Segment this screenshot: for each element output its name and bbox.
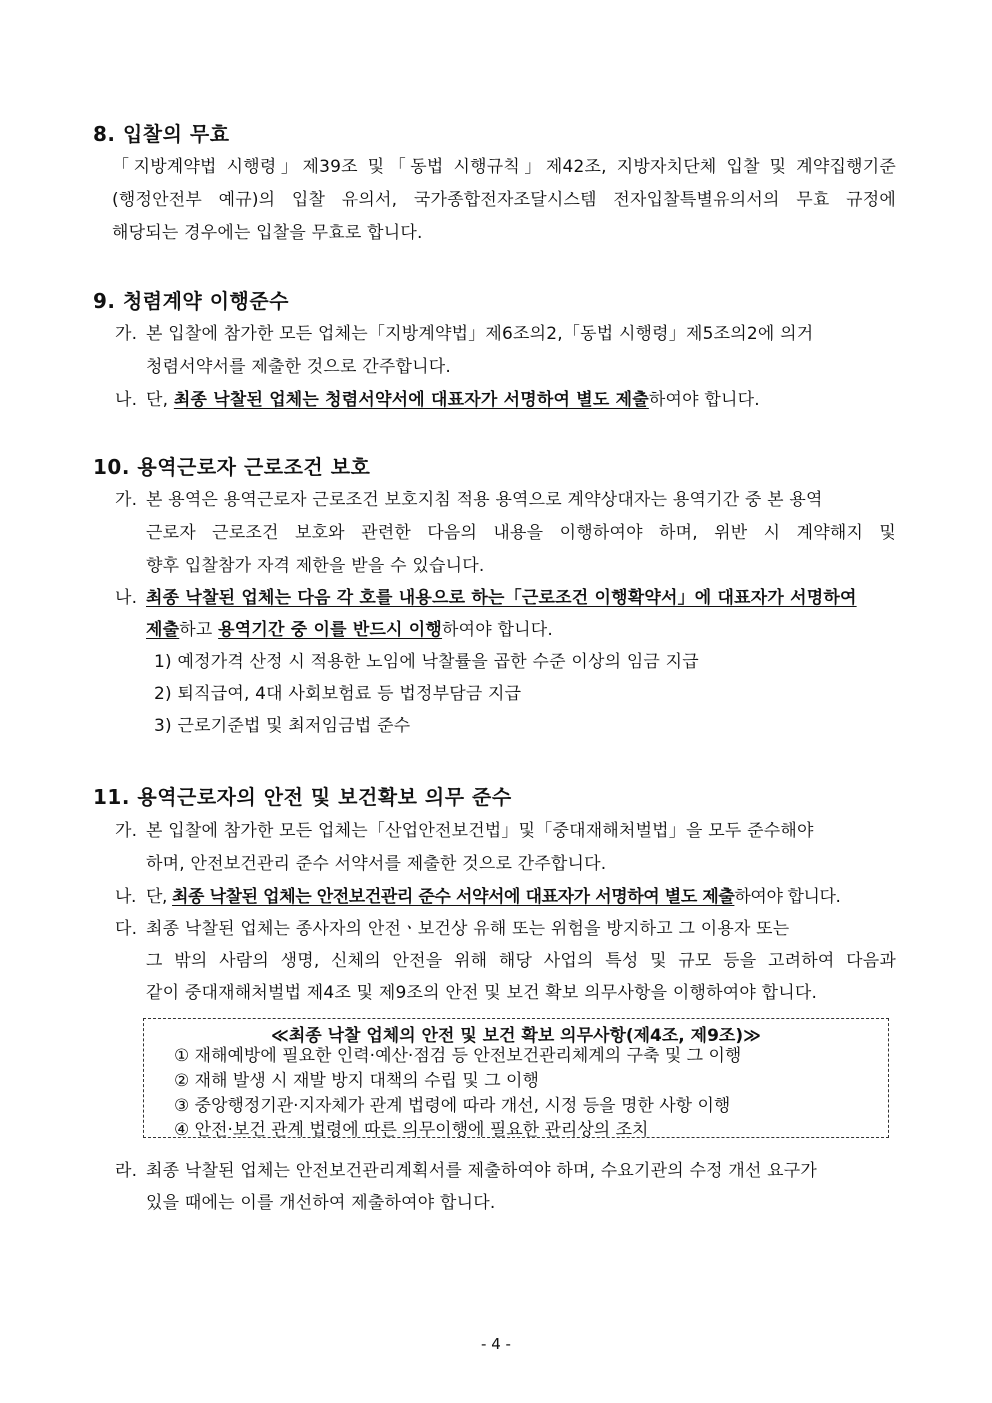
item-marker: 가. — [115, 490, 138, 510]
section-11-da-line-2: 그 밖의 사람의 생명, 신체의 안전을 위해 해당 사업의 특성 및 규모 등을 고려하여 다음과 — [146, 951, 896, 971]
item-marker: 나. — [115, 588, 138, 608]
item-marker: 나. — [115, 887, 137, 907]
section-11-ra-line-2: 있을 때에는 이를 개선하여 제출하여야 합니다. — [146, 1193, 496, 1213]
section-9-item-ga — [115, 319, 896, 344]
section-9-na-prefix: 단, — [146, 390, 174, 410]
section-11-da-line-3: 같이 중대재해처벌법 제4조 및 제9조의 안전 및 보건 확보 의무사항을 이행하여야 합니다. — [146, 983, 818, 1003]
section-11-na-emphasis: 최종 낙찰된 업체는 안전보건관리 준수 서약서에 대표자가 서명하여 별도 제출 — [172, 887, 735, 907]
section-10-ga-line-1: 본 용역은 용역근로자 근로조건 보호지침 적용 용역으로 계약상대자는 용역기간 중 본 용역 — [146, 490, 823, 510]
section-10-subitem-3: 3) 근로기준법 및 최저임금법 준수 — [154, 716, 411, 736]
section-11-ra-line-1: 최종 낙찰된 업체는 안전보건관리계획서를 제출하여야 하며, 수요기관의 수정 개선 요구가 — [146, 1161, 818, 1181]
section-8-heading: 8. 입찰의 무효 — [93, 122, 230, 146]
obligations-box — [143, 1018, 889, 1138]
section-9-na-suffix: 하여야 합니다. — [648, 390, 760, 410]
section-11-heading: 11. 용역근로자의 안전 및 보건확보 의무 준수 — [93, 785, 512, 809]
item-marker: 나. — [115, 390, 138, 410]
section-11-item-ra — [115, 1156, 817, 1181]
section-10-subitem-2: 2) 퇴직급여, 4대 사회보험료 등 법정부담금 지급 — [154, 684, 522, 704]
obligation-item-1: ① 재해예방에 필요한 인력·예산·점검 등 안전보건관리체계의 구축 및 그 이행 — [174, 1046, 742, 1066]
section-10-na-emphasis-1: 제출 — [146, 620, 180, 640]
section-9-ga-line-1: 본 입찰에 참가한 모든 업체는「지방계약법」제6조의2,「동법 시행령」제5조의2에 의거 — [146, 324, 814, 344]
section-11-na-suffix: 하여야 합니다. — [734, 887, 841, 907]
item-marker: 가. — [115, 821, 138, 841]
obligation-item-2: ② 재해 발생 시 재발 방지 대책의 수립 및 그 이행 — [174, 1071, 539, 1091]
section-9-heading: 9. 청렴계약 이행준수 — [93, 289, 289, 313]
section-11-na-prefix: 단, — [146, 887, 173, 907]
section-11-item-na — [115, 882, 841, 907]
section-11-ga-line-1: 본 입찰에 참가한 모든 업체는「산업안전보건법」및「중대재해처벌법」을 모두 준수해야 — [146, 821, 814, 841]
section-9-item-na — [115, 385, 760, 410]
section-10-na-line-2 — [146, 615, 553, 640]
item-marker: 라. — [115, 1161, 138, 1181]
section-10-na-suffix: 하여야 합니다. — [442, 620, 553, 640]
page-number: - 4 - — [481, 1335, 511, 1353]
obligations-box-title: ≪최종 낙찰 업체의 안전 및 보건 확보 의무사항(제4조, 제9조)≫ — [271, 1026, 761, 1046]
section-8-line-1: 「지방계약법 시행령」제39조 및「동법 시행규칙」제42조, 지방자치단체 입찰 및 계약집행기준 — [112, 157, 896, 177]
section-10-ga-line-2: 근로자 근로조건 보호와 관련한 다음의 내용을 이행하여야 하며, 위반 시 계약해지 및 — [146, 523, 896, 543]
section-10-na-line-1: 최종 낙찰된 업체는 다음 각 호를 내용으로 하는「근로조건 이행확약서」에 대표자가 서명하여 — [146, 588, 857, 608]
item-marker: 다. — [115, 919, 138, 939]
section-8-line-3: 해당되는 경우에는 입찰을 무효로 합니다. — [112, 223, 423, 243]
section-11-item-da — [115, 914, 789, 939]
item-marker: 가. — [115, 324, 138, 344]
obligation-item-3: ③ 중앙행정기관·지자체가 관계 법령에 따라 개선, 시정 등을 명한 사항 이행 — [174, 1096, 731, 1116]
section-10-item-na — [115, 583, 857, 608]
section-9-na-emphasis: 최종 낙찰된 업체는 청렴서약서에 대표자가 서명하여 별도 제출 — [173, 390, 649, 410]
section-11-ga-line-2: 하며, 안전보건관리 준수 서약서를 제출한 것으로 간주합니다. — [146, 854, 607, 874]
section-8-line-2: (행정안전부 예규)의 입찰 유의서, 국가종합전자조달시스템 전자입찰특별유의서의 무효 규정에 — [112, 190, 896, 210]
section-11-da-line-1: 최종 낙찰된 업체는 종사자의 안전ㆍ보건상 유해 또는 위험을 방지하고 그 이용자 또는 — [146, 919, 790, 939]
section-10-ga-line-3: 향후 입찰참가 자격 제한을 받을 수 있습니다. — [146, 556, 485, 576]
section-9-ga-line-2: 청렴서약서를 제출한 것으로 간주합니다. — [146, 357, 451, 377]
section-10-heading: 10. 용역근로자 근로조건 보호 — [93, 455, 371, 479]
section-10-item-ga — [115, 485, 823, 510]
obligation-item-4: ④ 안전·보건 관계 법령에 따른 의무이행에 필요한 관리상의 조치 — [174, 1120, 649, 1140]
section-10-subitem-1: 1) 예정가격 산정 시 적용한 노임에 낙찰률을 곱한 수준 이상의 임금 지급 — [154, 652, 699, 672]
section-10-na-mid: 하고 — [179, 620, 219, 640]
section-11-item-ga — [115, 816, 814, 841]
section-10-na-emphasis-2: 용역기간 중 이를 반드시 이행 — [218, 620, 443, 640]
